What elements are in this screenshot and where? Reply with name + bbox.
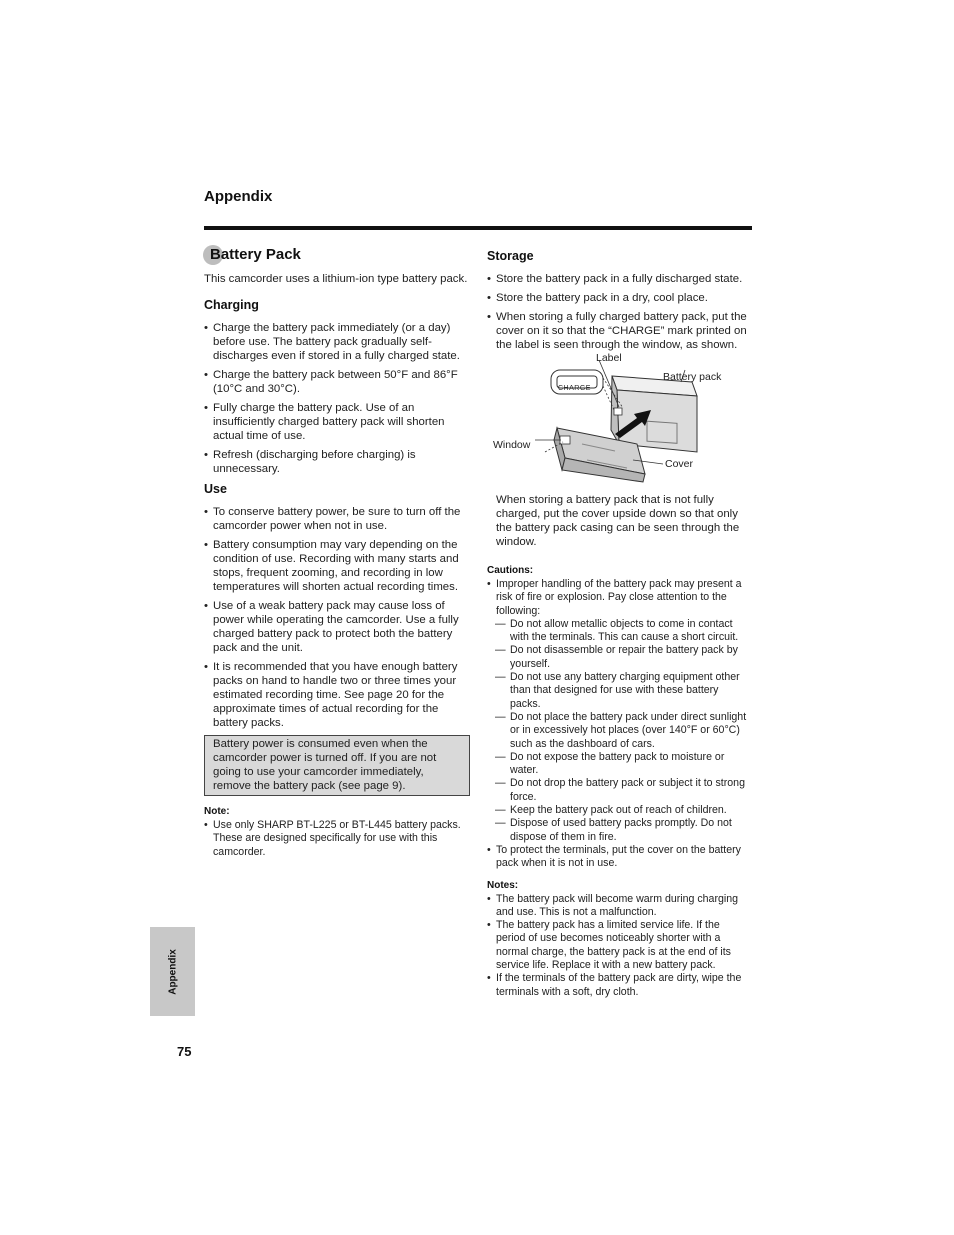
list-item: • When storing a fully charged battery pack, put the cover on it so that the “CHARGE” mark printed on the label is seen through the window, as shown.: [487, 310, 752, 352]
list-item: • Charge the battery pack immediately (or a day) before use. The battery pack gradually self-discharges even if stored in a fully charged state.: [204, 321, 468, 363]
list-item: • Refresh (discharging before charging) is unnecessary.: [204, 448, 468, 476]
list-item: — Do not place the battery pack under direct sunlight or in excessively hot places (over 140°F or 60°C) such as the dashboard of cars.: [487, 711, 752, 751]
side-tab: [150, 927, 195, 1016]
charging-list: [204, 321, 468, 476]
list-item: — Do not drop the battery pack or subject it to strong force.: [487, 777, 752, 804]
list-item: • Fully charge the battery pack. Use of an insufficiently charged battery pack will shorten actual time of use.: [204, 401, 468, 443]
notes-list: [487, 893, 752, 999]
note-label: Note:: [204, 806, 230, 817]
list-item: • Use of a weak battery pack may cause loss of power while operating the camcorder. Use a fully charged battery pack to protect both the battery pack and the unit.: [204, 599, 468, 655]
note-list: [204, 819, 468, 859]
list-item: — Do not disassemble or repair the battery pack by yourself.: [487, 644, 752, 671]
list-item: • To protect the terminals, put the cover on the battery pack when it is not in use.: [487, 844, 752, 871]
list-item: — Dispose of used battery packs promptly. Do not dispose of them in fire.: [487, 817, 752, 844]
header-rule: [204, 226, 752, 230]
window-callout-text: Window: [493, 439, 531, 451]
cover-callout-text: Cover: [665, 458, 694, 470]
list-item: • It is recommended that you have enough battery packs on hand to handle two or three times your estimated recording time. See page 20 for the approximate times of actual recording for the battery packs.: [204, 660, 468, 730]
charge-mark-text: CHARGE: [558, 385, 591, 392]
battery-warning-box: Battery power is consumed even when the camcorder power is turned off. If you are not going to use your camcorder immediately, remove the battery pack (see page 9).: [204, 735, 470, 796]
battery-pack-title: Battery Pack: [210, 246, 301, 263]
list-item: • To conserve battery power, be sure to turn off the camcorder power when not in use.: [204, 505, 468, 533]
charging-heading: Charging: [204, 298, 259, 312]
intro-text: This camcorder uses a lithium-ion type battery pack.: [204, 273, 468, 285]
page-number: 75: [177, 1044, 192, 1059]
notes-label: Notes:: [487, 879, 519, 891]
list-item: [487, 578, 752, 844]
list-item: • Battery consumption may vary depending on the condition of use. Recording with many starts and stops, frequent zooming, and recording in low temperatures will shorten actual recording times.: [204, 538, 468, 594]
list-item: • The battery pack has a limited service life. If the period of use becomes noticeably shorter with a normal charge, the battery pack is at the end of its service life. Replace it with a new battery pack.: [487, 919, 752, 972]
storage-note-text: When storing a battery pack that is not fully charged, put the cover upside down so that only the battery pack casing can be seen through the window.: [496, 494, 740, 548]
right-column: [487, 246, 752, 999]
list-item: • Charge the battery pack between 50°F and 86°F (10°C and 30°C).: [204, 368, 468, 396]
battery-cover-diagram: [487, 352, 752, 487]
list-item: — Do not use any battery charging equipment other than that designed for use with these battery packs.: [487, 671, 752, 711]
battery-pack-callout-text: Battery pack: [663, 371, 722, 383]
side-tab-label: Appendix: [167, 948, 178, 995]
section-title: Appendix: [204, 188, 273, 205]
use-list: [204, 505, 468, 730]
use-heading: Use: [204, 482, 227, 496]
list-item: • If the terminals of the battery pack are dirty, wipe the terminals with a soft, dry cloth.: [487, 972, 752, 999]
cautions-lead: Improper handling of the battery pack may present a risk of fire or explosion. Pay close attention to the following:: [496, 578, 742, 617]
storage-heading: Storage: [487, 249, 534, 263]
list-item: • The battery pack will become warm during charging and use. This is not a malfunction.: [487, 893, 752, 920]
list-item: — Do not allow metallic objects to come in contact with the terminals. This can cause a short circuit.: [487, 618, 752, 645]
battery-pack-heading: [210, 248, 468, 262]
cautions-list: [487, 578, 752, 871]
list-item: • Store the battery pack in a fully discharged state.: [487, 272, 752, 286]
list-item: — Keep the battery pack out of reach of children.: [487, 804, 752, 817]
list-item: • Store the battery pack in a dry, cool place.: [487, 291, 752, 305]
label-callout-text: Label: [596, 352, 622, 364]
list-item: • Use only SHARP BT-L225 or BT-L445 battery packs. These are designed specifically for use with this camcorder.: [204, 819, 468, 859]
list-item: — Do not expose the battery pack to moisture or water.: [487, 751, 752, 778]
storage-list: [487, 272, 752, 352]
cautions-label: Cautions:: [487, 565, 534, 576]
left-column: [204, 246, 468, 859]
